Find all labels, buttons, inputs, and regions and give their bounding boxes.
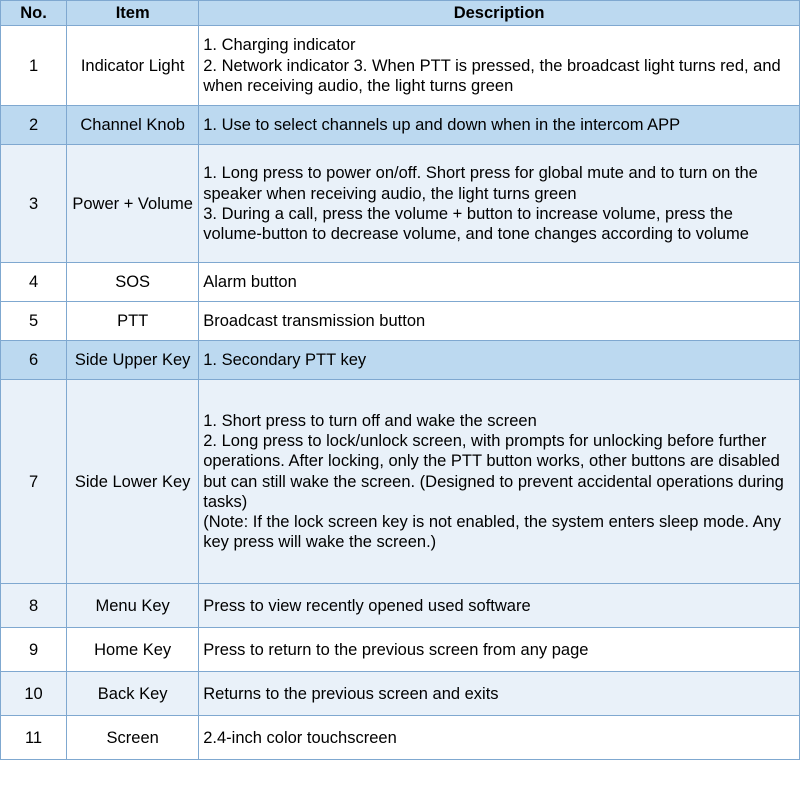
row-number: 6: [1, 341, 67, 380]
description-line: Press to view recently opened used software: [203, 596, 531, 615]
table-row: [1, 263, 800, 302]
table-row: [1, 302, 800, 341]
column-header-no: No.: [1, 1, 67, 26]
row-item: Power + Volume: [67, 145, 199, 263]
row-description: [199, 584, 800, 628]
row-description: [199, 341, 800, 380]
row-number: 8: [1, 584, 67, 628]
description-line: Press to return to the previous screen from any page: [203, 640, 589, 659]
table-row: [1, 716, 800, 760]
row-description: [199, 716, 800, 760]
row-description: [199, 628, 800, 672]
row-item: Menu Key: [67, 584, 199, 628]
description-line: Returns to the previous screen and exits: [203, 684, 499, 703]
description-line: 2. Network indicator 3. When PTT is pressed, the broadcast light turns red, and when receiving audio, the light turns green: [203, 56, 781, 95]
description-line: Broadcast transmission button: [203, 312, 426, 331]
column-header-description: Description: [199, 1, 800, 26]
description-line: 2.4-inch color touchscreen: [203, 728, 397, 747]
description-line: Alarm button: [203, 273, 297, 292]
description-line: 1. Use to select channels up and down when in the intercom APP: [203, 116, 681, 135]
row-item: Channel Knob: [67, 106, 199, 145]
column-header-item: Item: [67, 1, 199, 26]
row-description: [199, 263, 800, 302]
row-description: [199, 26, 800, 106]
row-number: 10: [1, 672, 67, 716]
table-body: [1, 26, 800, 760]
row-item: Back Key: [67, 672, 199, 716]
table-row: [1, 628, 800, 672]
row-item: SOS: [67, 263, 199, 302]
description-line: 3. During a call, press the volume + button to increase volume, press the volume-button to decrease volume, and tone changes according to volume: [203, 204, 749, 243]
row-description: [199, 145, 800, 263]
row-description: [199, 672, 800, 716]
table-row: [1, 106, 800, 145]
row-description: [199, 302, 800, 341]
table-header: [1, 1, 800, 26]
row-number: 2: [1, 106, 67, 145]
description-line: (Note: If the lock screen key is not enabled, the system enters sleep mode. Any key press will wake the screen.): [203, 512, 782, 551]
row-description: [199, 380, 800, 584]
row-item: Side Upper Key: [67, 341, 199, 380]
row-item: Side Lower Key: [67, 380, 199, 584]
description-line: 1. Short press to turn off and wake the screen: [203, 412, 537, 431]
row-number: 5: [1, 302, 67, 341]
description-line: 1. Secondary PTT key: [203, 351, 367, 370]
table-row: [1, 380, 800, 584]
table-header-row: [1, 1, 800, 26]
row-number: 11: [1, 716, 67, 760]
row-number: 1: [1, 26, 67, 106]
table-row: [1, 584, 800, 628]
row-number: 7: [1, 380, 67, 584]
row-number: 3: [1, 145, 67, 263]
table-row: [1, 672, 800, 716]
table-row: [1, 145, 800, 263]
row-number: 4: [1, 263, 67, 302]
description-line: 1. Long press to power on/off. Short press for global mute and to turn on the speaker when receiving audio, the light turns green: [203, 164, 758, 203]
description-line: 2. Long press to lock/unlock screen, with prompts for unlocking before further operations. After locking, only the PTT button works, other buttons are disabled but can still wake the screen. (Designed to prevent accidental operations during tasks): [203, 432, 784, 511]
description-line: 1. Charging indicator: [203, 36, 356, 55]
row-item: Screen: [67, 716, 199, 760]
table-row: [1, 26, 800, 106]
row-item: Indicator Light: [67, 26, 199, 106]
row-item: Home Key: [67, 628, 199, 672]
row-number: 9: [1, 628, 67, 672]
row-description: [199, 106, 800, 145]
table-row: [1, 341, 800, 380]
row-item: PTT: [67, 302, 199, 341]
